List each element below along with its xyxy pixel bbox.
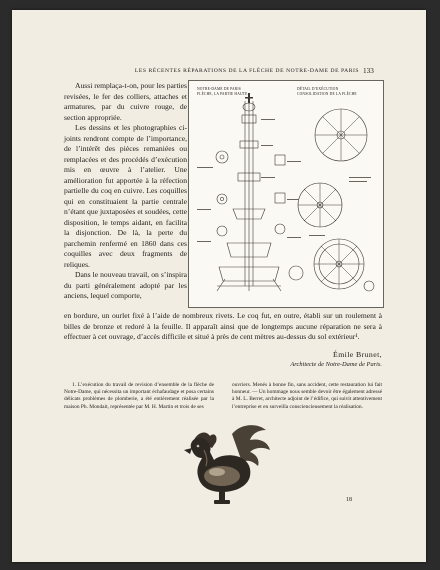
paragraph: Les dessins et les photographies ci-joints rendront compte de l’importance, de l’intérêt des pièces remaniées ou remplacées et des procédés d’exécution mis en œuvre à l’atelier. Une amélioration fut apportée à la réfection partielle du coq en cuivre. Les coquilles qui en constituaient la partie centrale n’étant que juxtaposées et soudées, cette disposition, le temps aidant, en facilita la disjonction. De là, la perte du parchemin renfermé en 1860 dans ces coquilles avec deux fragments de reliques. <box>64 123 187 269</box>
running-title: LES RÉCENTES RÉPARATIONS DE LA FLÈCHE DE NOTRE-DAME DE PARIS <box>134 68 360 74</box>
page <box>12 10 426 562</box>
footnote-left-column <box>64 382 214 411</box>
figure-title-line: DÉTAIL D’EXÉCUTION <box>297 87 339 91</box>
technical-drawing-figure <box>188 80 384 308</box>
footnote-right-column <box>232 382 382 411</box>
paragraph: Aussi remplaça-t-on, pour les parties revisées, le fer des colliers, attaches et armatures, par du cuivre rouge, de section appropriée. <box>64 81 187 122</box>
figure-title-line: CONSOLIDATION DE LA FLÈCHE <box>297 91 357 96</box>
author-name: Émile Brunet, <box>333 350 382 359</box>
page-number: 133 <box>363 67 374 75</box>
figure-title-line: NOTRE-DAME DE PARIS <box>197 87 241 91</box>
paragraph: Dans le nouveau travail, on s’inspira du parti généralement adopté par les anciens, lequel comporte, <box>64 270 187 300</box>
figure-title-left <box>197 87 248 96</box>
footnote-text: 1. L’exécution du travail de revision d’ensemble de la flèche de Notre-Dame, qui nécessita un important échafaudage et posa certains délicats problèmes de plomberie, a été entièrement réalisée par la maison Ph. Mondait, représentée par M. H. Martin et trois de ses <box>64 382 214 410</box>
figure-title-line: FLÈCHE, LA PARTIE HAUTE <box>197 91 248 96</box>
left-text-column <box>64 81 187 302</box>
full-width-paragraph <box>64 311 382 343</box>
signature-block <box>262 350 382 368</box>
weathercock-photo <box>170 420 274 506</box>
spire-drawing <box>189 81 383 307</box>
rooster-icon <box>184 425 270 504</box>
footnote-text: ouvriers. Menés à bonne fin, sans accident, cette restauration lui fait honneur. — Un hommage nous semble devoir être également adressé à M. L. Berret, architecte adjoint de l’édifice, qui suivit attentivement l’entreprise et en surveilla consciencieusement la réalisation. <box>232 382 382 410</box>
paragraph: en bordure, un ourlet fixé à l’aide de nombreux rivets. Le coq fut, en outre, établi sur un roulement à billes de bronze et redoré à la feuille. Il apparaît ainsi que de longtemps aucune réparation ne sera à effectuer à cet ouvrage, d’accès difficile et situé à près de cent mètres au-dessus du sol extérieur¹. <box>64 311 382 341</box>
figure-title-right <box>297 87 357 96</box>
author-role: Architecte de Notre-Dame de Paris. <box>290 361 382 368</box>
signature-mark: 18 <box>346 497 352 503</box>
